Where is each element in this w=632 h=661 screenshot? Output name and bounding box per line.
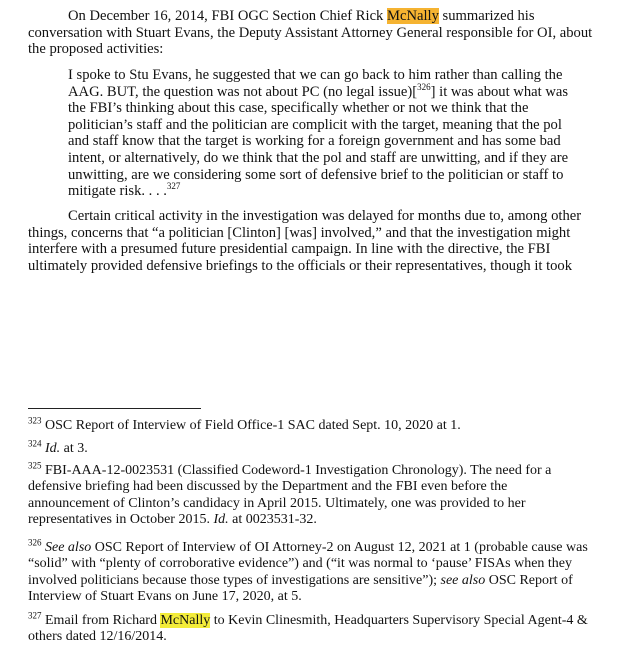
quote-text-part2: ] it was about what was the FBI’s thinking about this case, specifically whether or not we think that the politician’s staff and the politician are complicit with the target, meaning that the pol and staff know that the target is working for a foreign government and has some bad intent, or alternatively, do we think that the pol and staff are unwitting, and if they are unwitting, are we considering some sort of defensive brief to the politician or staff to mitigate risk. . . . bbox=[68, 83, 569, 200]
footnote-see-also: See also bbox=[45, 540, 92, 555]
footnote-323 bbox=[28, 415, 588, 434]
footnote-id-citation: Id. bbox=[213, 512, 229, 528]
footnote-number: 325 bbox=[28, 460, 42, 471]
paragraph-mcnally-summary bbox=[28, 8, 608, 58]
footnote-325 bbox=[28, 460, 588, 529]
footnote-divider bbox=[28, 408, 201, 409]
footnote-id-citation: Id. bbox=[45, 441, 61, 456]
footnote-326 bbox=[28, 537, 588, 606]
footnote-number: 324 bbox=[28, 438, 42, 449]
footnote-number: 326 bbox=[28, 537, 42, 548]
highlighted-name: McNally bbox=[160, 613, 211, 628]
footnote-text: at 3. bbox=[60, 441, 88, 456]
footnote-number: 327 bbox=[28, 610, 42, 621]
footnote-324 bbox=[28, 438, 588, 457]
footnote-text-end: OSC Report of Interview of Stuart Evans on June 17, 2020, at 5. bbox=[28, 572, 573, 605]
highlighted-name: McNally bbox=[387, 8, 439, 24]
footnote-text: OSC Report of Interview of OI Attorney-2 on August 12, 2021 at 1 (probable cause was “solid” with “plenty of corroborative evidence”) and (“it was normal to ‘pause’ FISAs when they involved politicians because those types of investigations are sensitive”); bbox=[28, 540, 588, 588]
footnote-ref-327: 327 bbox=[166, 181, 181, 192]
paragraph1-text-before: On December 16, 2014, FBI OGC Section Chief Rick bbox=[68, 8, 387, 24]
quote-text-part1: I spoke to Stu Evans, he suggested that we can go back to him rather than calling the AAG. BUT, the question was not about PC (no legal issue)[ bbox=[68, 67, 563, 100]
footnote-text: Email from Richard bbox=[45, 613, 161, 628]
footnote-327 bbox=[28, 610, 588, 646]
paragraph-critical-activity: Certain critical activity in the investigation was delayed for months due to, among other things, concerns that “a politician [Clinton] [was] involved,” and that the investigation might interfere with a presumed future presidential campaign. In line with the directive, the FBI ultimately provided defensive briefings to the officials or their representatives, though it took bbox=[28, 208, 582, 274]
block-quote bbox=[68, 67, 573, 200]
footnote-number: 323 bbox=[28, 415, 42, 426]
footnote-text-end: to Kevin Clinesmith, Headquarters Supervisory Special Agent-4 & others dated 12/16/2014. bbox=[28, 613, 588, 645]
paragraph1-text-after: summarized his conversation with Stuart Evans, the Deputy Assistant Attorney General responsible for OI, about the proposed activities: bbox=[28, 8, 593, 58]
footnote-ref-326: 326 bbox=[417, 81, 431, 92]
footnote-text: OSC Report of Interview of Field Office-1 SAC dated Sept. 10, 2020 at 1. bbox=[45, 418, 461, 433]
footnote-text: FBI-AAA-12-0023531 (Classified Codeword-1 Investigation Chronology). The need for a defensive briefing had been discussed by the Department and the FBI even before the announcement of Clinton’s candidacy in April 2015. Ultimately, one was provided to her representatives in October 2015. bbox=[28, 463, 552, 528]
footnote-see-also: see also bbox=[440, 572, 486, 588]
footnote-text-end: at 0023531-32. bbox=[228, 512, 317, 528]
